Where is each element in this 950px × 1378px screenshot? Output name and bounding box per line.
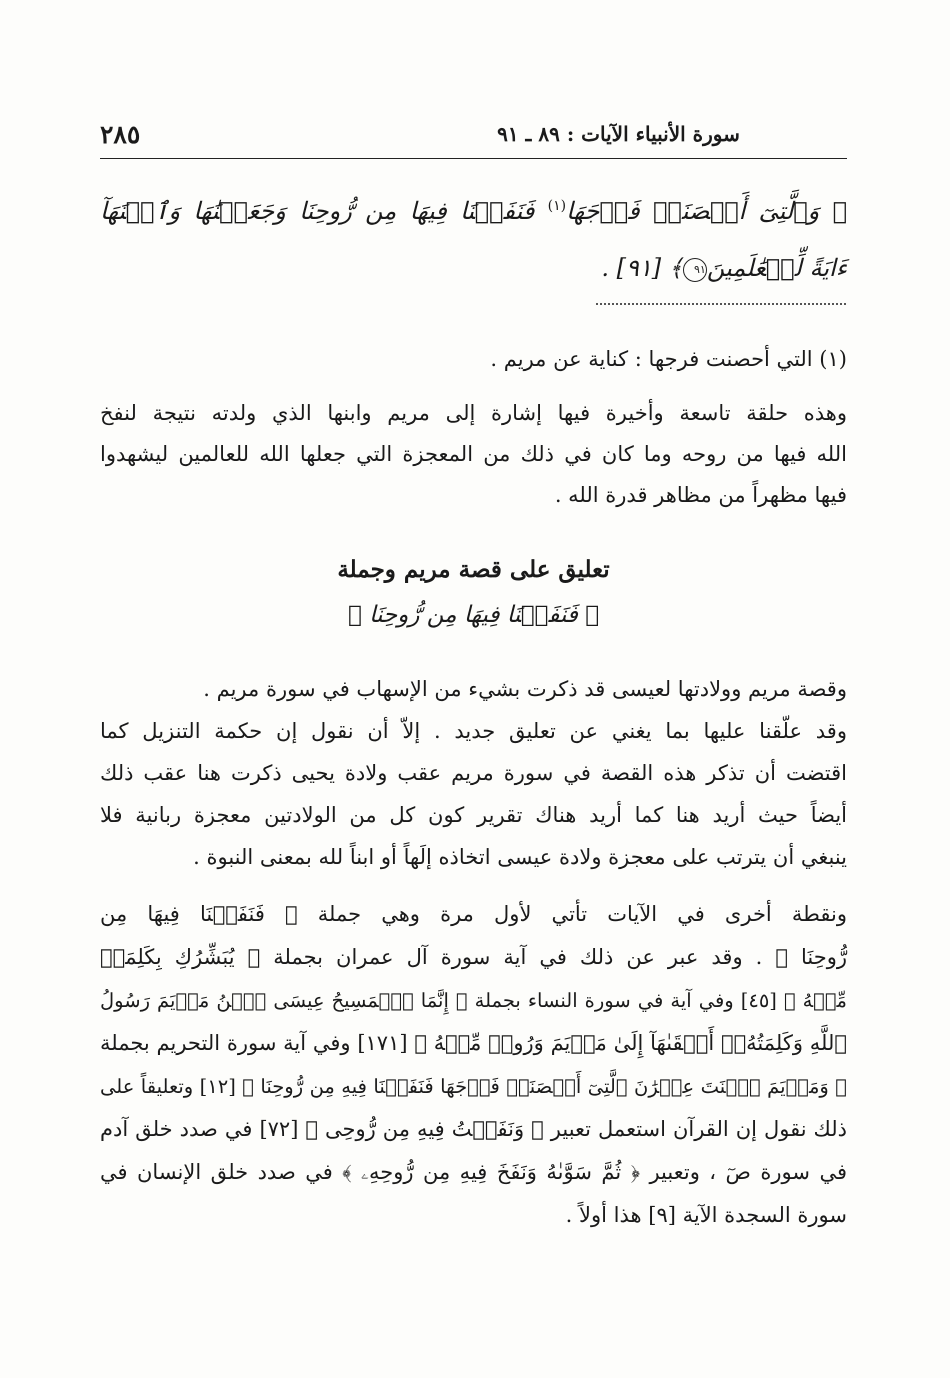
paragraph-1 xyxy=(100,393,847,516)
text-line: رُّوحِنَا ﴾ . وقد عبر عن ذلك في آية سورة آل عمران بجملة ﴿ يُبَشِّرُكِ بِكَلِمَةٖ xyxy=(100,945,847,969)
quran-verse-block xyxy=(100,178,847,297)
paragraph-2 xyxy=(100,668,847,878)
footnote-reference[interactable]: (١) xyxy=(547,198,567,214)
verse-line: ءَايَةً لِّلۡعَٰلَمِينَ٩١﴾ [٩١] . xyxy=(601,254,847,282)
text-line: أيضاً حيث أريد هنا كما أريد هناك تقرير كون كل من الولادتين معجزة ربانية فلا xyxy=(100,803,847,827)
text-line: ﴿ وَمَرۡيَمَ ٱبۡنَتَ عِمۡرَٰنَ ٱلَّتِىٓ أَحۡصَنَتۡ فَرۡجَهَا فَنَفَخۡنَا فِيهِ مِن رُّوحِنَا ﴾ [١٢] وتعليقاً على xyxy=(100,1075,847,1098)
footnote: (١) التي أحصنت فرجها : كناية عن مريم . xyxy=(490,347,847,371)
text-line: في سورة صٓ ، وتعبير ﴿ ثُمَّ سَوَّىٰهُ وَنَفَخَ فِيهِ مِن رُّوحِهِۦ ﴾ في صدد خلق الإنسان في xyxy=(100,1160,847,1184)
footnote-separator xyxy=(596,303,846,305)
text-line: الله فيها من روحه وما كان في ذلك من المعجزة التي جعلها الله للعالمين ليشهدوا xyxy=(100,442,847,466)
text-line: وهذه حلقة تاسعة وأخيرة فيها إشارة إلى مريم وابنها الذي ولدته نتيجة لنفخ xyxy=(100,401,847,425)
text-line: وقصة مريم وولادتها لعيسى قد ذكرت بشيء من الإسهاب في سورة مريم . xyxy=(203,677,847,701)
text-line: سورة السجدة الآية [٩] هذا أولاً . xyxy=(565,1203,847,1227)
text-line: وقد علّقنا عليها بما يغني عن تعليق جديد . إلاّ أن نقول إن حكمة التنزيل كما xyxy=(100,719,847,743)
text-line: فيها مظهراً من مظاهر قدرة الله . xyxy=(554,483,847,507)
section-title: تعليق على قصة مريم وجملة xyxy=(337,556,610,583)
text-line: ونقطة أخرى في الآيات تأتي لأول مرة وهي جملة ﴿ فَنَفَخۡنَا فِيهَا مِن xyxy=(100,902,847,926)
text-line: ٱللَّهِ وَكَلِمَتُهُۥٓ أَلۡقَىٰهَآ إِلَىٰ مَرۡيَمَ وَرُوحٞ مِّنۡهُ ﴾ [١٧١] وفي آية سورة التحريم بجملة xyxy=(100,1031,847,1055)
text-line: ينبغي أن يترتب على معجزة ولادة عيسى اتخاذه إلَهاً أو ابناً لله بمعنى النبوة . xyxy=(193,845,847,869)
text-line: ذلك نقول إن القرآن استعمل تعبير ﴿ وَنَفَخۡتُ فِيهِ مِن رُّوحِى ﴾ [٧٢] في صدد خلق آدم xyxy=(100,1117,847,1141)
running-title: سورة الأنبياء الآيات : ٨٩ ـ ٩١ xyxy=(497,122,740,146)
paragraph-3 xyxy=(100,893,847,1237)
verse-line: ﴿ وَٱلَّتِىٓ أَحۡصَنَتۡ فَرۡجَهَا$^{(١)}$ فَنَفَخۡنَا فِيهَا مِن رُّوحِنَا وَجَعَلۡنَٰهَا وَٱبۡنَهَآ xyxy=(100,197,847,225)
ayah-number-marker: ٩١ xyxy=(683,258,707,282)
section-verse: ﴿ فَنَفَخۡنَا فِيهَا مِن رُّوحِنَا ﴾ xyxy=(347,602,600,628)
text-line: مِّنۡهُ ﴾ [٤٥] وفي آية في سورة النساء بجملة ﴿ إِنَّمَا ٱلۡمَسِيحُ عِيسَى ٱبۡنُ مَرۡيَمَ رَسُولُ xyxy=(100,989,847,1012)
page-number: ٢٨٥ xyxy=(100,120,141,149)
page-header xyxy=(100,118,847,159)
text-line: اقتضت أن تذكر هذه القصة في سورة مريم عقب ولادة يحيى ذكرت هنا عقب ذلك xyxy=(100,761,847,785)
